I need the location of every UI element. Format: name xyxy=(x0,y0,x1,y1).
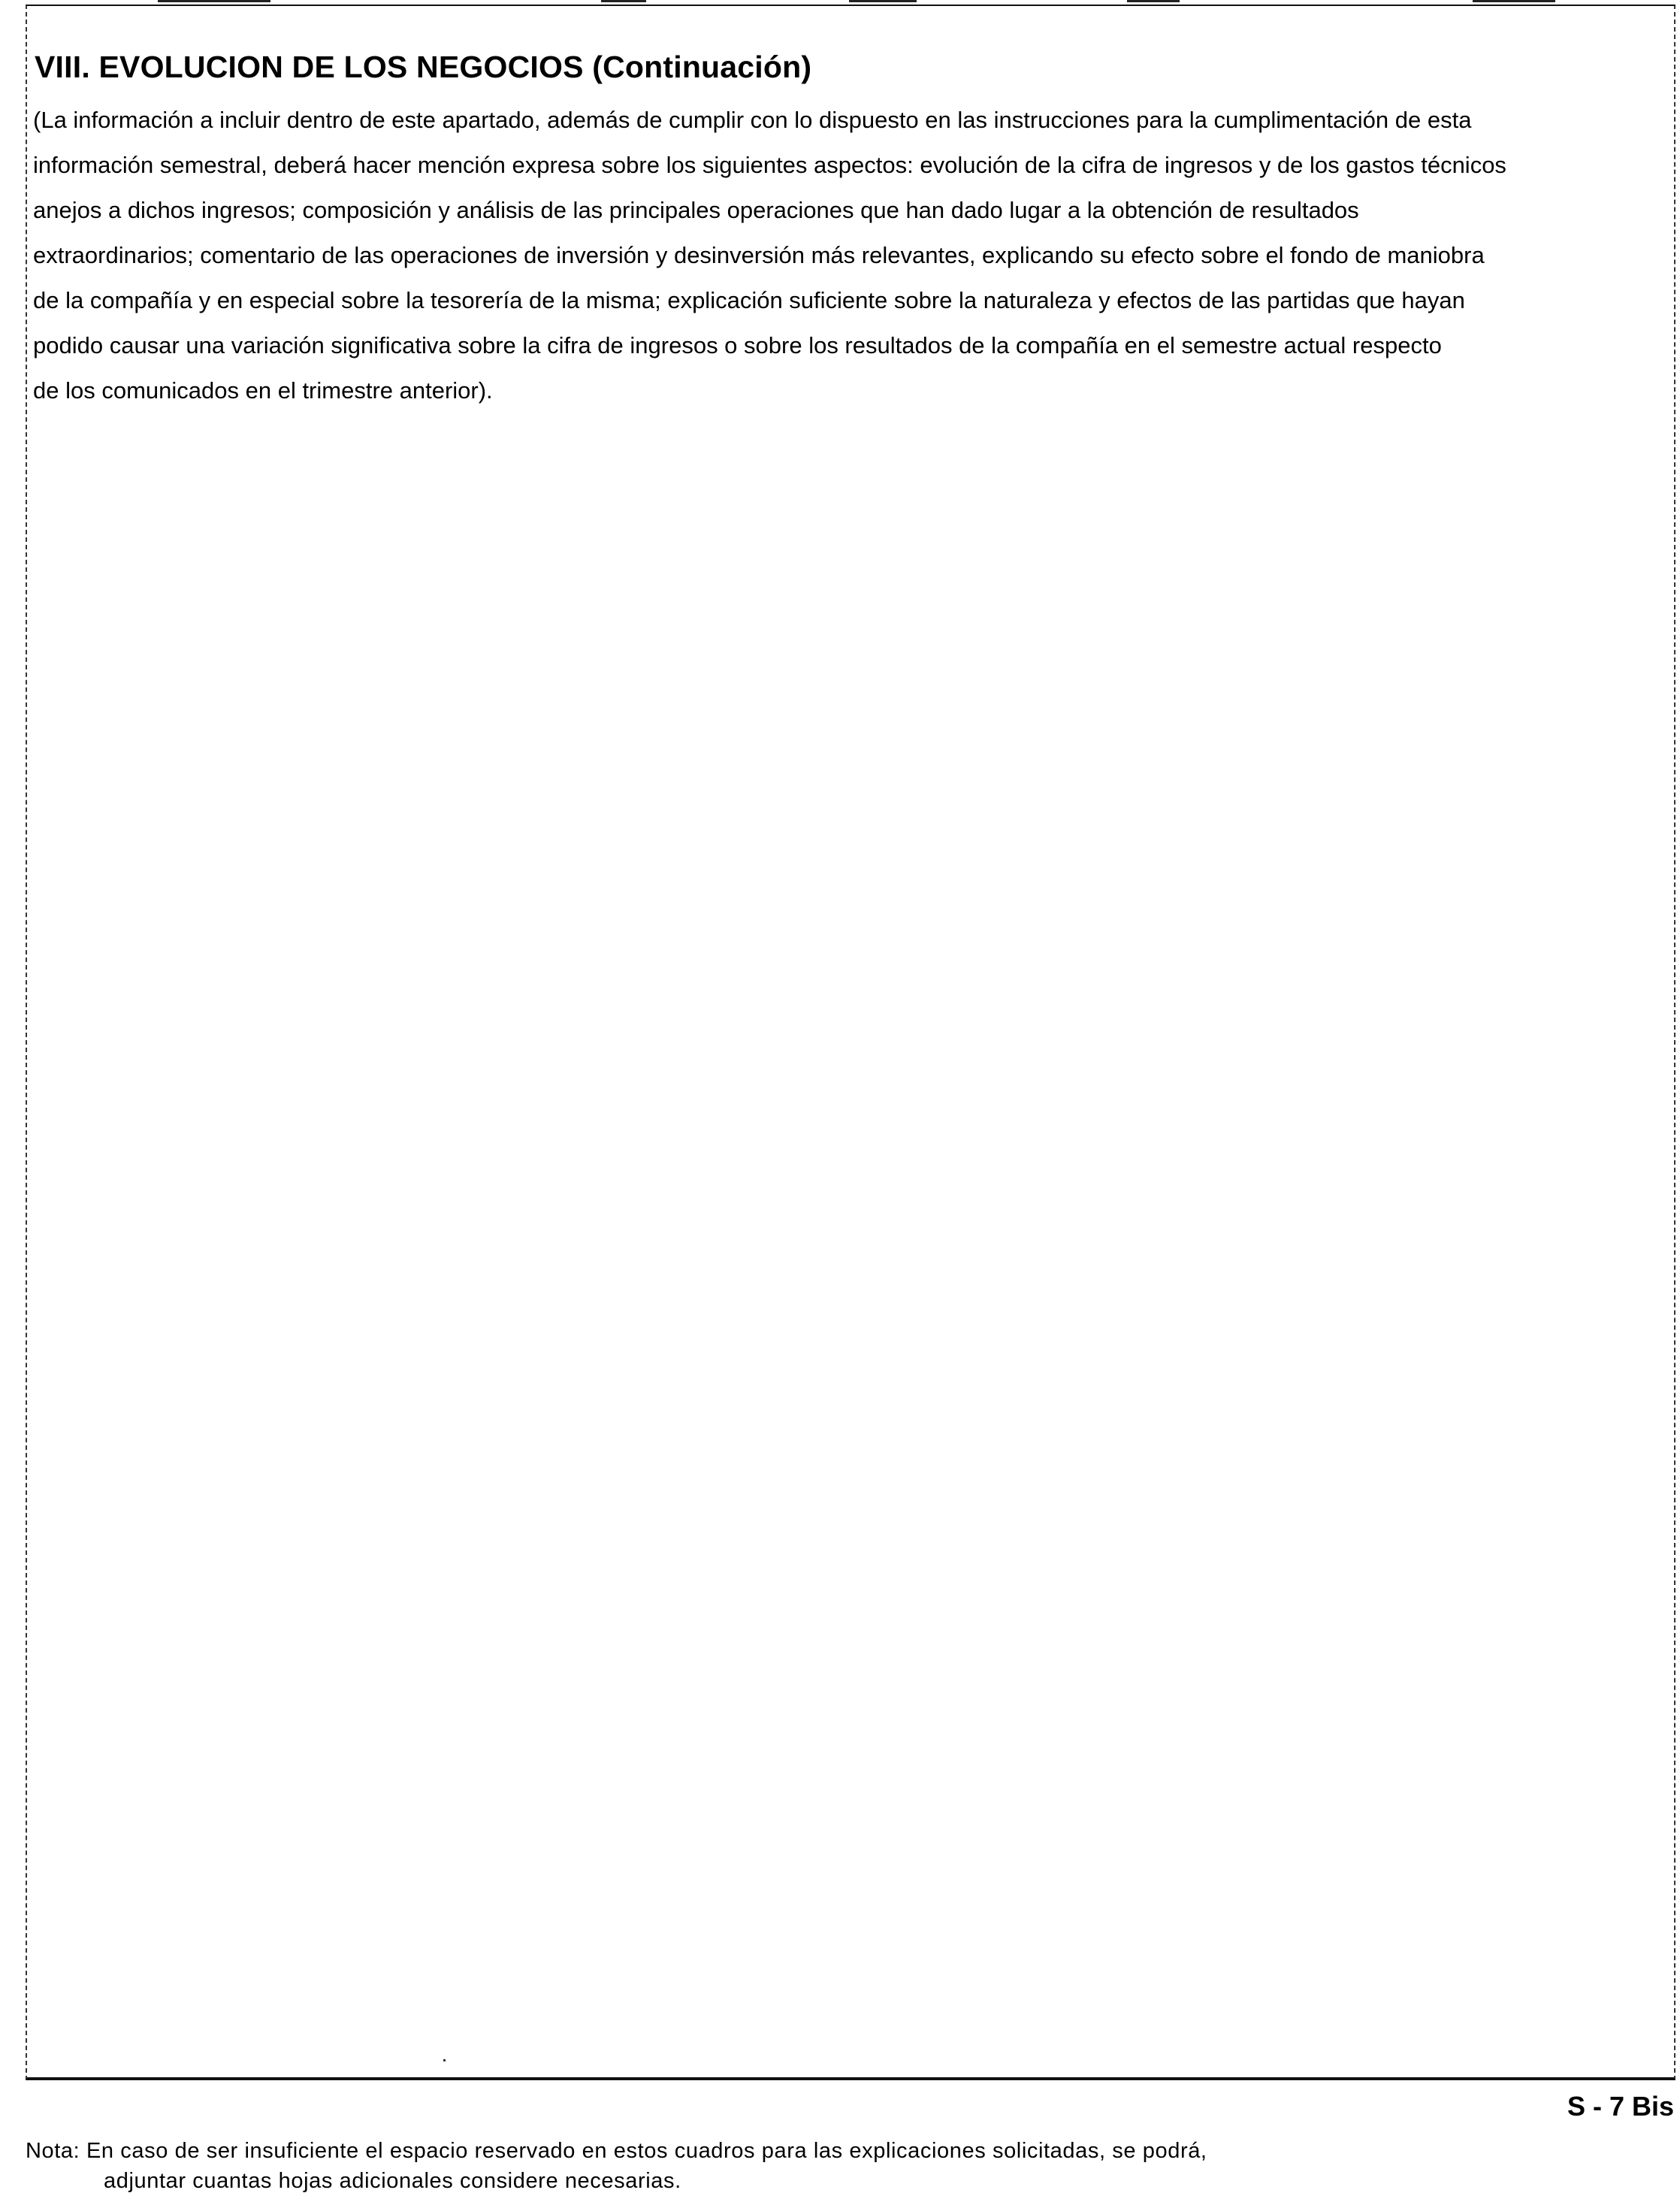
section-frame xyxy=(26,5,1675,2080)
instruction-line: extraordinarios; comentario de las operaciones de inversión y desinversión más relevantes, explicando su efecto sobre el fondo de maniobra xyxy=(33,242,1485,268)
note-line-2: adjuntar cuantas hojas adicionales considere necesarias. xyxy=(104,2169,681,2193)
instruction-line: de los comunicados en el trimestre anterior). xyxy=(33,377,493,404)
instruction-line: información semestral, deberá hacer mención expresa sobre los siguientes aspectos: evolución de la cifra de ingresos y de los gastos técnicos xyxy=(33,152,1506,178)
instruction-line: podido causar una variación significativa sobre la cifra de ingresos o sobre los resultados de la compañía en el semestre actual respecto xyxy=(33,332,1442,358)
scan-speck xyxy=(443,2059,446,2061)
instruction-line: anejos a dichos ingresos; composición y análisis de las principales operaciones que han dado lugar a la obtención de resultados xyxy=(33,197,1359,223)
instruction-line: (La información a incluir dentro de este apartado, además de cumplir con lo dispuesto en las instrucciones para la cumplimentación de esta xyxy=(33,107,1472,133)
note-line-1: Nota: En caso de ser insuficiente el espacio reservado en estos cuadros para las explicaciones solicitadas, se podrá, xyxy=(26,2139,1207,2163)
footer-note xyxy=(26,2136,1207,2196)
instruction-line: de la compañía y en especial sobre la tesorería de la misma; explicación suficiente sobre la naturaleza y efectos de las partidas que hayan xyxy=(33,287,1465,313)
section-title: VIII. EVOLUCION DE LOS NEGOCIOS (Continuación) xyxy=(35,50,812,84)
form-code-label: S - 7 Bis xyxy=(1567,2091,1674,2122)
instructions-block xyxy=(33,98,1671,413)
